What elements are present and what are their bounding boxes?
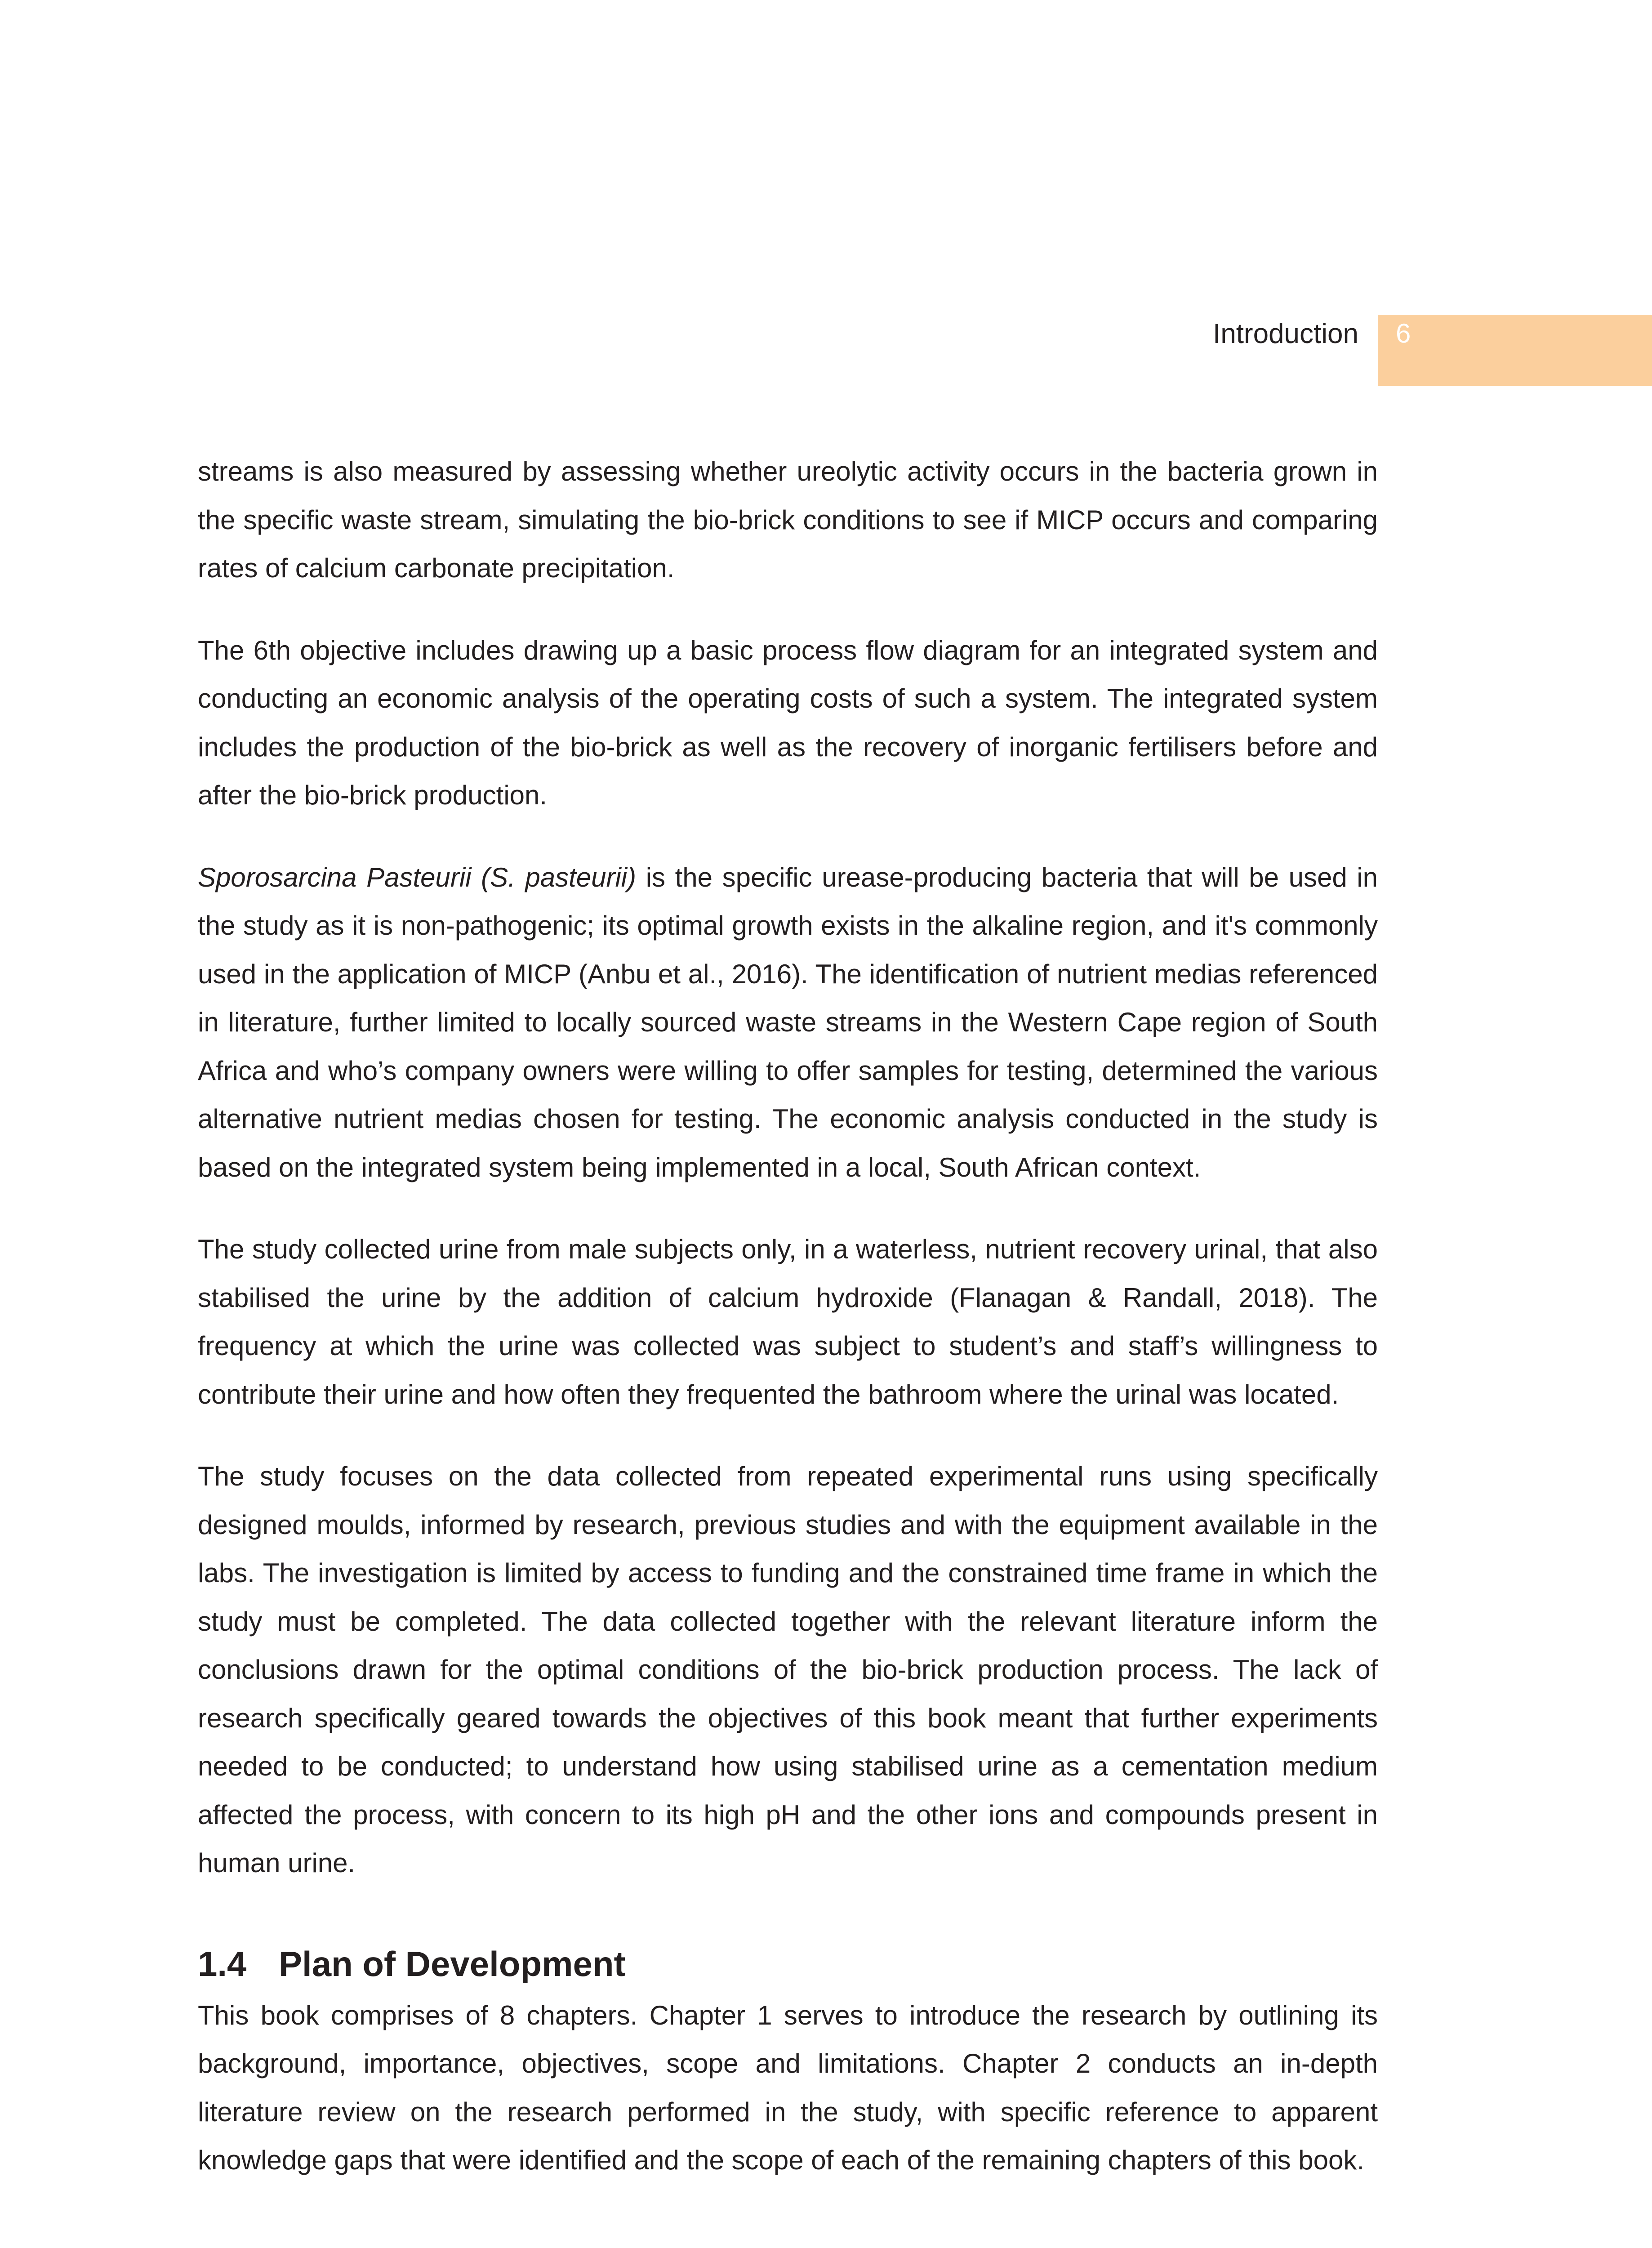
paragraph-3-text: is the specific urease-producing bacteria that will be used in the study as it is non-pathogenic; its optimal growth exists in the alkaline region, and it's commonly used in the application of MICP (Anbu et al., 2016). The identification of nutrient medias referenced in literature, further limited to locally sourced waste streams in the Western Cape region of South Africa and who’s company owners were willing to offer samples for testing, determined the various alternative nutrient medias chosen for testing. The economic analysis conducted in the study is based on the integrated system being implemented in a local, South African context. xyxy=(198,862,1378,1182)
species-name: Sporosarcina Pasteurii (S. pasteurii) xyxy=(198,862,637,892)
paragraph-2: The 6th objective includes drawing up a basic process flow diagram for an integrated system and conducting an economic analysis of the operating costs of such a system. The integrated system includes the production of the bio-brick as well as the recovery of inorganic fertilisers before and after the bio-brick production. xyxy=(198,635,1378,810)
section-number: 1.4 xyxy=(198,1944,247,1984)
page-number-tab xyxy=(1378,315,1652,386)
page-body xyxy=(198,447,1378,2248)
running-header xyxy=(1213,315,1652,386)
paragraph-4: The study collected urine from male subjects only, in a waterless, nutrient recovery urinal, that also stabilised the urine by the addition of calcium hydroxide (Flanagan & Randall, 2018). The frequency at which the urine was collected was subject to student’s and staff’s willingness to contribute their urine and how often they frequented the bathroom where the urinal was located. xyxy=(198,1234,1378,1409)
paragraph-3 xyxy=(198,853,1378,1192)
page-number: 6 xyxy=(1396,318,1411,348)
chapter-title: Introduction xyxy=(1213,318,1358,349)
paragraph-5: The study focuses on the data collected from repeated experimental runs using specifically designed moulds, informed by research, previous studies and with the equipment available in the labs. The investigation is limited by access to funding and the constrained time frame in which the study must be completed. The data collected together with the relevant literature inform the conclusions drawn for the optimal conditions of the bio-brick production process. The lack of research specifically geared towards the objectives of this book meant that further experiments needed to be conducted; to understand how using stabilised urine as a cementation medium affected the process, with concern to its high pH and the other ions and compounds present in human urine. xyxy=(198,1461,1378,1878)
paragraph-1: streams is also measured by assessing whether ureolytic activity occurs in the bacteria grown in the specific waste stream, simulating the bio-brick conditions to see if MICP occurs and comparing rates of calcium carbonate precipitation. xyxy=(198,456,1378,583)
section-title: Plan of Development xyxy=(279,1944,626,1984)
section-paragraph-1: This book comprises of 8 chapters. Chapter 1 serves to introduce the research by outlining its background, importance, objectives, scope and limitations. Chapter 2 conducts an in-depth literature review on the research performed in the study, with specific reference to apparent knowledge gaps that were identified and the scope of each of the remaining chapters of this book. xyxy=(198,2000,1378,2176)
section-heading xyxy=(198,1941,1378,1987)
